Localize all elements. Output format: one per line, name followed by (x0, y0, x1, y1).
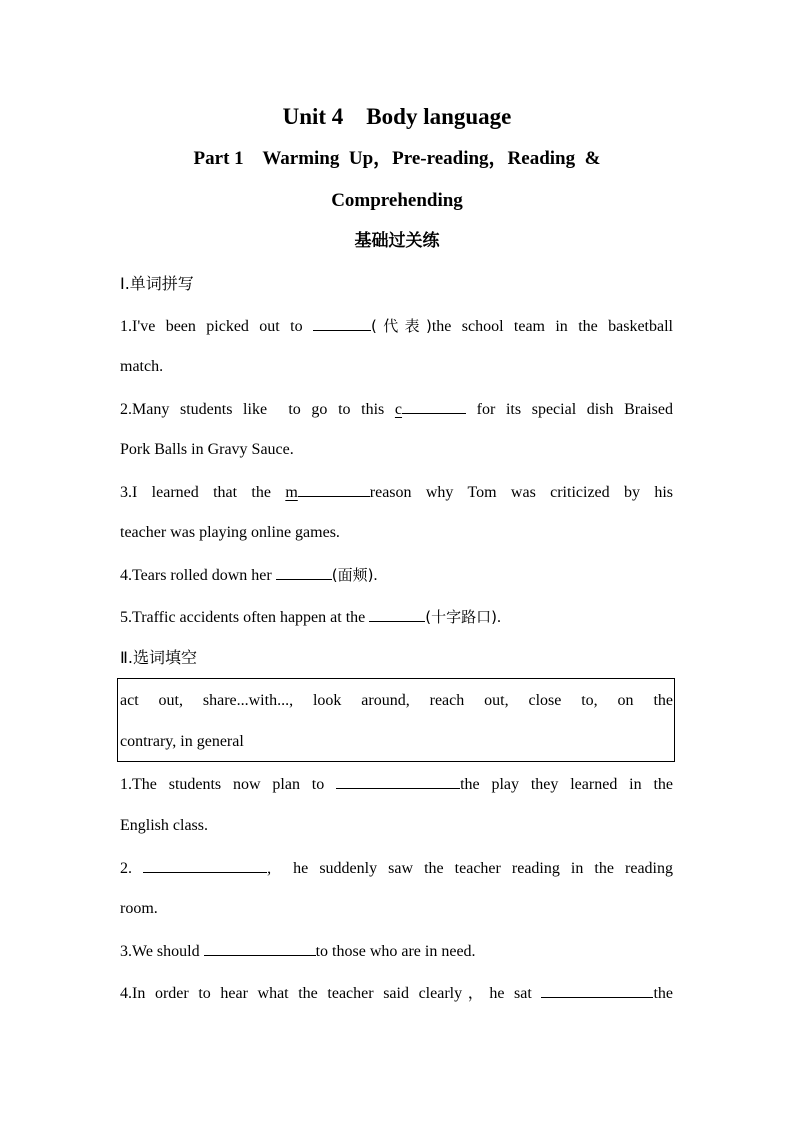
s1-q2-letter: c (394, 401, 403, 418)
s1-q3-text-a: 3.I learned that the (120, 484, 286, 501)
s1-q5-line (120, 604, 673, 631)
s2-q3-text-a: 3.We should (120, 943, 204, 960)
section1-heading: Ⅰ.单词拼写 (120, 274, 194, 293)
s2-q3-blank[interactable] (204, 938, 316, 956)
word-bank-line1: act out, share...with..., look around, reach out, close to, on the (120, 692, 673, 709)
s1-q3-line2: teacher was playing online games. (120, 524, 340, 541)
s1-q5-text-a: 5.Traffic accidents often happen at the (120, 609, 370, 626)
s2-q2-blank[interactable] (143, 855, 267, 873)
s2-q4-text-a: 4.In order to hear what the teacher said clearly，he sat (120, 985, 542, 1002)
s1-q1-text-b: the school team in the basketball (431, 318, 673, 335)
s1-q2-text-a: 2.Many students like to go to this (120, 401, 395, 418)
word-bank-line2: contrary, in general (120, 733, 244, 750)
s2-q4-blank[interactable] (541, 980, 653, 998)
s1-q3-letter: m (285, 484, 298, 501)
s1-q3-blank[interactable] (298, 479, 370, 497)
part-title-line2: Comprehending (331, 190, 463, 211)
s2-q3-text-b: to those who are in need. (315, 943, 476, 960)
s2-q1-line2: English class. (120, 817, 208, 834)
s2-q2-text-a: 2. (120, 860, 144, 877)
s1-q4-text-a: 4.Tears rolled down her (120, 567, 276, 584)
practice-label: 基础过关练 (354, 231, 440, 251)
s2-q2-line1 (120, 855, 673, 882)
s2-q1-text-a: 1.The students now plan to (120, 776, 337, 793)
s1-q1-line2: match. (120, 358, 164, 375)
s2-q4-line (120, 980, 673, 1007)
s1-q4-blank[interactable] (276, 562, 332, 580)
unit-title: Unit 4 Body language (282, 104, 512, 129)
s2-q4-text-b: the (653, 985, 673, 1002)
s1-q4-text-b: . (373, 567, 378, 584)
s1-q2-line2: Pork Balls in Gravy Sauce. (120, 441, 294, 458)
s2-q1-blank[interactable] (336, 771, 460, 789)
s1-q5-hint: (十字路口) (425, 608, 497, 626)
s1-q2-text-b: for its special dish Braised (466, 401, 673, 418)
s1-q2-blank[interactable] (402, 396, 466, 414)
s1-q1-line1 (120, 313, 673, 340)
s1-q1-text-a: 1.I've been picked out to (120, 318, 313, 335)
s2-q3-line (120, 938, 673, 965)
s1-q3-line1 (120, 479, 673, 506)
part-title-line1: Part 1 Warming Up，Pre-reading，Reading & (193, 148, 601, 169)
s1-q5-text-b: . (496, 609, 501, 626)
s1-q2-line1 (120, 396, 673, 423)
s1-q4-hint: (面颊) (331, 566, 374, 584)
s2-q2-line2: room. (120, 900, 158, 917)
section2-heading: Ⅱ.选词填空 (120, 648, 197, 667)
s1-q5-blank[interactable] (369, 604, 425, 622)
s1-q4-line (120, 562, 673, 589)
s1-q3-text-b: reason why Tom was criticized by his (369, 484, 673, 501)
s2-q1-text-b: the play they learned in the (460, 776, 673, 793)
s2-q2-text-b: , he suddenly saw the teacher reading in the reading (267, 860, 674, 877)
s2-q1-line1 (120, 771, 673, 798)
s1-q1-blank[interactable] (313, 313, 371, 331)
s1-q1-hint: (代表) (370, 317, 432, 335)
